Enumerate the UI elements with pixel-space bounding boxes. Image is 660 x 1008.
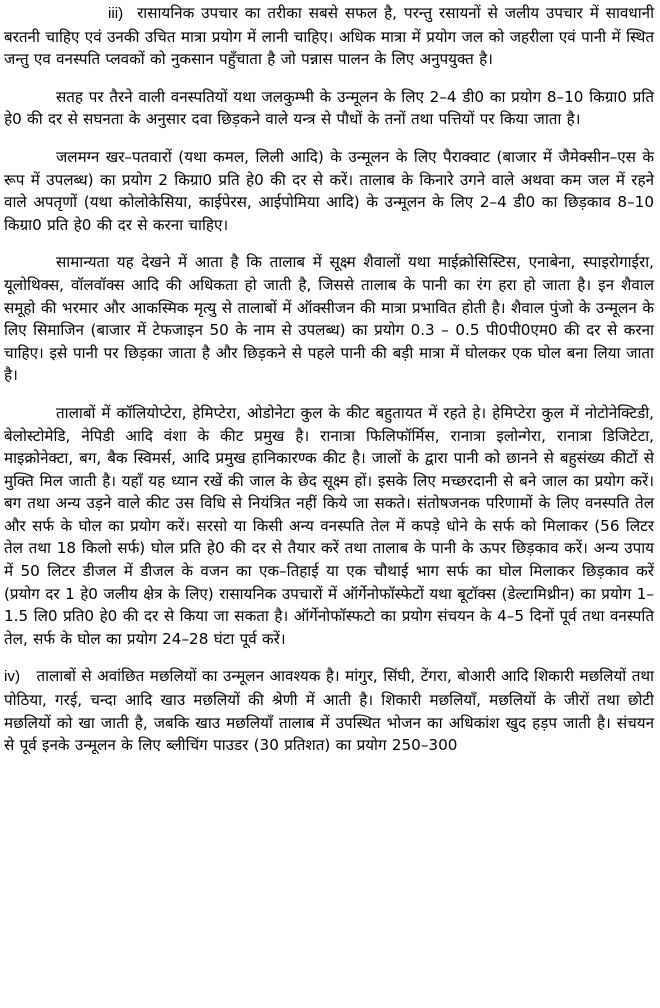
paragraph-gap: [4, 387, 654, 402]
list-marker-iv: iv): [4, 668, 21, 686]
paragraph-chemical-method: [4, 2, 654, 71]
paragraph-floating-weeds: [4, 86, 654, 131]
paragraph-gap: [4, 236, 654, 251]
paragraph-algae-control: [4, 251, 654, 387]
paragraph-text: जलमग्न खर–पतवारों (यथा कमल, लिली आदि) के उन्मूलन के लिए पैराक्वाट (बाजार में जैमेक्सीन–एस के रूप में उपलब्ध) का प्रयोग 2 किग्रा0 प्रति हे0 की दर से करें। तालाब के किनारे उगने वाले अथवा कम जल में रहने वाले अपतृणों (यथा कोलोकेसिया, काईपेरस, आईपोमिया आदि) के उन्मूलन के लिए 2–4 डी0 का छिड़काव 8–10 किग्रा0 प्रति हे0 की दर से करना चाहिए।: [4, 147, 654, 234]
paragraph-gap: [4, 650, 654, 665]
paragraph-text: सतह पर तैरने वाली वनस्पतियों यथा जलकुम्भी के उन्मूलन के लिए 2–4 डी0 का प्रयोग 8–10 किग्रा0 प्रति हे0 की दर से सघनता के अनुसार दवा छिड़कने वाले यन्त्र से पौधों के तनों तथा पत्तियों पर किया जाता है।: [4, 87, 654, 129]
paragraph-insect-control: [4, 402, 654, 651]
paragraph-gap: [4, 131, 654, 146]
paragraph-text: तालाबों में कॉलियोप्टेरा, हेमिप्टेरा, ओडोनेटा कुल के कीट बहुतायत में रहते हे। हेमिप्टेरा कुल में नोटोनेक्टिडी, बेलोस्टोमेडि, नेपिडी आदि वंशा के कीट प्रमुख है। रानात्रा फिलिफॉर्मिस, रानात्रा इलोन्गेरा, रानात्रा डिजिटेटा, माइक्रोनेक्टा, बग, बैक स्विमर्स, आदि प्रमुख हानिकारण्क कीट है। जालों के द्वारा पानी को छानने से बहुसंख्य कीटों से मुक्ति मिल जाती है। यहाँ यह ध्यान रखें की जाल के छेद सूक्ष्म हों। इसके लिए मच्छरदानी से बने जाल का प्रयोग करें। बग तथा अन्य उड़ने वाले कीट उस विधि से नियंत्रित नहीं किये जा सकते। संतोषजनक परिणामों के लिए वनस्पति तेल और सर्फ के घोल का प्रयोग करें। सरसो या किसी अन्य वनस्पति तेल में कपड़े धोने के सर्फ को मिलाकर (56 लिटर तेल तथा 18 किलो सर्फ) घोल प्रति हे0 की दर से तैयार करें तथा तालाब के पानी के ऊपर छिड़काव करें। अन्य उपाय में 50 लिटर डीजल में डीजल के वजन का एक–तिहाई या एक चौथाई भाग सर्फ का घोल मिलाकर छिड़काव करें (प्रयोग दर 1 हे0 जलीय क्षेत्र के लिए) रासायनिक उपचारों में ऑर्गेनोफॉस्फेटों यथा बूटॉक्स (डेल्टामिथ्रीन) का प्रयोग 1–1.5 लि0 प्रति0 हे0 की दर से किया जा सकता है। ऑर्गेनोफॉस्फटो का प्रयोग संचयन के 4–5 दिनों पूर्व तथा वनस्पति तेल, सर्फ के घोल का प्रयोग 24–28 घंटा पूर्व करें।: [4, 403, 654, 648]
paragraph-text: तालाबों से अवांछित मछलियों का उन्मूलन आवश्यक है। मांगुर, सिंघी, टेंगरा, बोआरी आदि शिकारी मछलियों तथा पोठिया, गरई, चन्दा आदि खाउ मछलियों की श्रेणी में आती है। शिकारी मछलियाँ, मछलियों के जीरों तथा छोटी मछलियों को खा जाती है, जबकि खाउ मछलियाँ तालाब में उपस्थित भोजन का अधिकांश खुद हड़प जाती है। संचयन से पूर्व इनके उन्मूलन के लिए ब्लीचिंग पाउडर (30 प्रतिशत) का प्रयोग 250–300: [4, 667, 654, 755]
paragraph-text: सामान्यता यह देखने में आता है कि तालाब में सूक्ष्म शैवालों यथा माईक्रोसिस्टिस, एनाबेना, स्पाइरोगाईरा, यूलोथिक्स, वॉलवॉक्स आदि की अधिकता हो जाती है, जिससे तालाब के पानी का रंग हरा हो जाता है। इन शैवाल समूहो की भरमार और आकस्मिक मृत्यु से तालाबों में ऑक्सीजन की मात्रा प्रभावित होती है। शैवाल पुंजो के उन्मूलन के लिए सिमाजिन (बाजार में टेफजाइन 50 के नाम से उपलब्ध) का प्रयोग 0.3 – 0.5 पी0पी0एम0 की दर से करना चाहिए। इसे पानी पर छिड़का जाता है और छिड़कने से पहले पानी की बड़ी मात्रा में घोलकर एक घोल बना लिया जाता है।: [4, 253, 654, 385]
paragraph-text: रासायनिक उपचार का तरीका सबसे सफल है, परन्तु रसायनों से जलीय उपचार में सावधानी बरतनी चाहिए एवं उनकी उचित मात्रा प्रयोग में लानी चाहिए। अधिक मात्रा में प्रयोग जल को जहरीला एवं पानी में स्थित जन्तु एव वनस्पति प्लवकों को नुकसान पहुँचाता है जो पन्नास पालन के लिए अनुपयुक्त है।: [4, 4, 655, 69]
paragraph-gap: [4, 71, 654, 86]
list-marker-iii: iii): [108, 5, 124, 22]
paragraph-submerged-weeds: [4, 146, 654, 236]
paragraph-unwanted-fish: [4, 665, 654, 756]
